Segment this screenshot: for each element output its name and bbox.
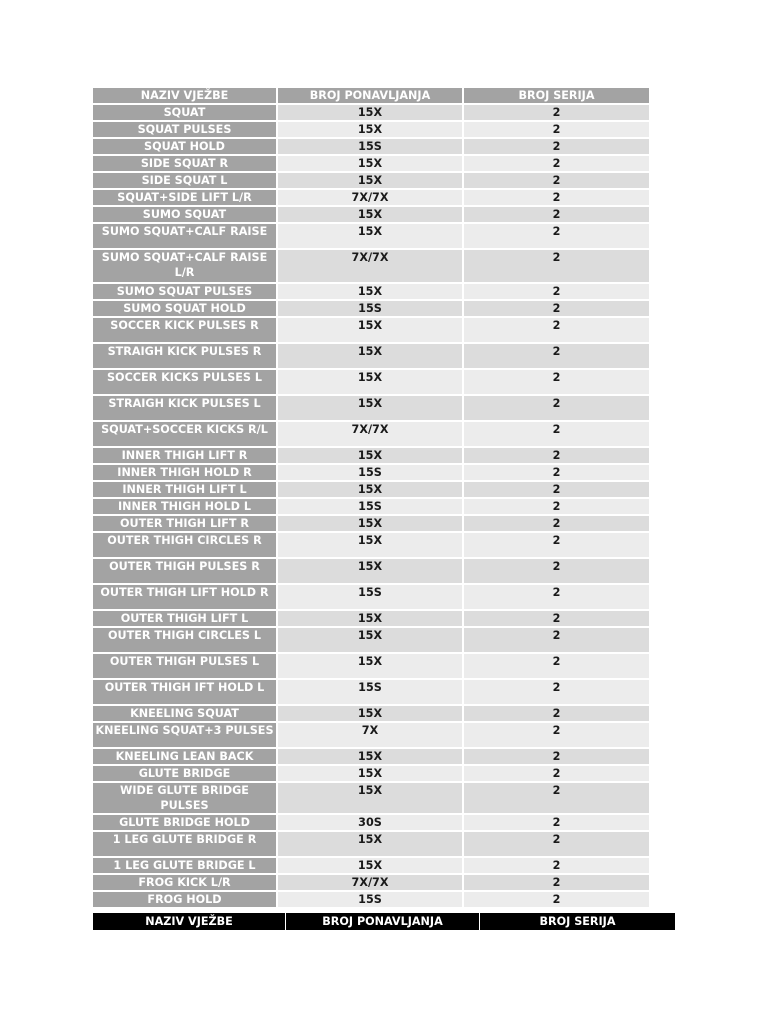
table-row	[93, 156, 651, 173]
sets-cell: 2	[464, 680, 651, 706]
exercise-name-cell: SIDE SQUAT L	[93, 173, 278, 190]
table-row	[93, 783, 651, 815]
exercise-name-cell: FROG HOLD	[93, 892, 278, 909]
sets-cell: 2	[464, 516, 651, 533]
sets-cell: 2	[464, 301, 651, 318]
sets-cell: 2	[464, 875, 651, 892]
table-row	[93, 139, 651, 156]
exercise-name-cell: INNER THIGH LIFT R	[93, 448, 278, 465]
sets-cell: 2	[464, 749, 651, 766]
repetitions-cell: 15X	[278, 654, 464, 680]
exercise-name-cell: SUMO SQUAT PULSES	[93, 284, 278, 301]
repetitions-cell: 15S	[278, 499, 464, 516]
repetitions-cell: 15X	[278, 318, 464, 344]
sets-cell: 2	[464, 559, 651, 585]
table-row	[93, 892, 651, 909]
exercise-name-cell: OUTER THIGH LIFT L	[93, 611, 278, 628]
footer-header-bar	[93, 913, 675, 930]
exercise-name-cell: INNER THIGH HOLD R	[93, 465, 278, 482]
exercise-name-cell: OUTER THIGH IFT HOLD L	[93, 680, 278, 706]
table-row	[93, 224, 651, 250]
table-row	[93, 344, 651, 370]
table-header-row	[93, 88, 651, 105]
repetitions-cell: 15X	[278, 783, 464, 815]
sets-cell: 2	[464, 723, 651, 749]
table-row	[93, 723, 651, 749]
exercise-name-cell: OUTER THIGH LIFT HOLD R	[93, 585, 278, 611]
repetitions-cell: 15S	[278, 465, 464, 482]
sets-cell: 2	[464, 318, 651, 344]
exercise-name-cell: SOCCER KICKS PULSES L	[93, 370, 278, 396]
exercise-name-cell: STRAIGH KICK PULSES R	[93, 344, 278, 370]
header-repetitions: BROJ PONAVLJANJA	[278, 88, 464, 105]
sets-cell: 2	[464, 422, 651, 448]
exercise-name-cell: INNER THIGH LIFT L	[93, 482, 278, 499]
repetitions-cell: 15X	[278, 207, 464, 224]
table-row	[93, 422, 651, 448]
exercise-name-cell: OUTER THIGH CIRCLES L	[93, 628, 278, 654]
sets-cell: 2	[464, 654, 651, 680]
table-row	[93, 706, 651, 723]
exercise-name-cell: 1 LEG GLUTE BRIDGE L	[93, 858, 278, 875]
repetitions-cell: 7X/7X	[278, 875, 464, 892]
exercise-name-cell: OUTER THIGH PULSES L	[93, 654, 278, 680]
table-row	[93, 122, 651, 139]
table-row	[93, 559, 651, 585]
exercise-name-cell: SIDE SQUAT R	[93, 156, 278, 173]
exercise-name-cell: INNER THIGH HOLD L	[93, 499, 278, 516]
table-row	[93, 680, 651, 706]
sets-cell: 2	[464, 766, 651, 783]
table-body	[93, 105, 651, 909]
table-row	[93, 766, 651, 783]
exercise-name-cell: SUMO SQUAT+CALF RAISE	[93, 224, 278, 250]
table-row	[93, 250, 651, 284]
repetitions-cell: 15X	[278, 533, 464, 559]
sets-cell: 2	[464, 706, 651, 723]
repetitions-cell: 15X	[278, 448, 464, 465]
repetitions-cell: 15X	[278, 344, 464, 370]
repetitions-cell: 15X	[278, 516, 464, 533]
sets-cell: 2	[464, 173, 651, 190]
sets-cell: 2	[464, 448, 651, 465]
table-row	[93, 611, 651, 628]
sets-cell: 2	[464, 156, 651, 173]
sets-cell: 2	[464, 207, 651, 224]
table-row	[93, 396, 651, 422]
repetitions-cell: 30S	[278, 815, 464, 832]
repetitions-cell: 15X	[278, 749, 464, 766]
repetitions-cell: 7X/7X	[278, 250, 464, 284]
table-row	[93, 533, 651, 559]
table-row	[93, 815, 651, 832]
table-row	[93, 482, 651, 499]
exercise-name-cell: SQUAT PULSES	[93, 122, 278, 139]
sets-cell: 2	[464, 533, 651, 559]
sets-cell: 2	[464, 482, 651, 499]
table-row	[93, 190, 651, 207]
table-row	[93, 585, 651, 611]
repetitions-cell: 7X/7X	[278, 422, 464, 448]
sets-cell: 2	[464, 250, 651, 284]
sets-cell: 2	[464, 499, 651, 516]
sets-cell: 2	[464, 815, 651, 832]
exercise-name-cell: OUTER THIGH LIFT R	[93, 516, 278, 533]
exercise-name-cell: SOCCER KICK PULSES R	[93, 318, 278, 344]
exercise-name-cell: KNEELING SQUAT	[93, 706, 278, 723]
exercise-name-cell: SUMO SQUAT HOLD	[93, 301, 278, 318]
sets-cell: 2	[464, 858, 651, 875]
repetitions-cell: 15X	[278, 173, 464, 190]
sets-cell: 2	[464, 628, 651, 654]
sets-cell: 2	[464, 105, 651, 122]
sets-cell: 2	[464, 344, 651, 370]
exercise-name-cell: WIDE GLUTE BRIDGE PULSES	[93, 783, 278, 815]
repetitions-cell: 15X	[278, 611, 464, 628]
repetitions-cell: 15X	[278, 370, 464, 396]
exercise-name-cell: SQUAT HOLD	[93, 139, 278, 156]
header-exercise-name: NAZIV VJEŽBE	[93, 88, 278, 105]
repetitions-cell: 15X	[278, 832, 464, 858]
table-row	[93, 173, 651, 190]
footer-repetitions: BROJ PONAVLJANJA	[286, 913, 480, 930]
repetitions-cell: 15X	[278, 766, 464, 783]
repetitions-cell: 15S	[278, 892, 464, 909]
exercise-name-cell: SQUAT+SOCCER KICKS R/L	[93, 422, 278, 448]
sets-cell: 2	[464, 892, 651, 909]
repetitions-cell: 15X	[278, 628, 464, 654]
table-row	[93, 499, 651, 516]
table-row	[93, 448, 651, 465]
repetitions-cell: 15X	[278, 858, 464, 875]
table-row	[93, 301, 651, 318]
sets-cell: 2	[464, 832, 651, 858]
sets-cell: 2	[464, 190, 651, 207]
exercise-name-cell: OUTER THIGH PULSES R	[93, 559, 278, 585]
repetitions-cell: 15X	[278, 396, 464, 422]
table-row	[93, 318, 651, 344]
exercise-name-cell: 1 LEG GLUTE BRIDGE R	[93, 832, 278, 858]
repetitions-cell: 7X/7X	[278, 190, 464, 207]
exercise-name-cell: KNEELING SQUAT+3 PULSES	[93, 723, 278, 749]
table-row	[93, 875, 651, 892]
sets-cell: 2	[464, 122, 651, 139]
table-row	[93, 832, 651, 858]
repetitions-cell: 15X	[278, 105, 464, 122]
repetitions-cell: 15S	[278, 585, 464, 611]
exercise-name-cell: SQUAT	[93, 105, 278, 122]
footer-sets: BROJ SERIJA	[480, 913, 675, 930]
exercise-name-cell: GLUTE BRIDGE HOLD	[93, 815, 278, 832]
exercise-name-cell: STRAIGH KICK PULSES L	[93, 396, 278, 422]
sets-cell: 2	[464, 396, 651, 422]
table-row	[93, 858, 651, 875]
repetitions-cell: 15X	[278, 284, 464, 301]
sets-cell: 2	[464, 611, 651, 628]
repetitions-cell: 7X	[278, 723, 464, 749]
sets-cell: 2	[464, 224, 651, 250]
sets-cell: 2	[464, 139, 651, 156]
repetitions-cell: 15X	[278, 122, 464, 139]
exercise-name-cell: KNEELING LEAN BACK	[93, 749, 278, 766]
header-sets: BROJ SERIJA	[464, 88, 651, 105]
table-row	[93, 105, 651, 122]
table-row	[93, 370, 651, 396]
exercise-name-cell: OUTER THIGH CIRCLES R	[93, 533, 278, 559]
repetitions-cell: 15S	[278, 139, 464, 156]
exercise-name-cell: FROG KICK L/R	[93, 875, 278, 892]
repetitions-cell: 15X	[278, 224, 464, 250]
repetitions-cell: 15S	[278, 680, 464, 706]
table-row	[93, 465, 651, 482]
repetitions-cell: 15X	[278, 559, 464, 585]
table-row	[93, 749, 651, 766]
exercise-name-cell: SUMO SQUAT+CALF RAISE L/R	[93, 250, 278, 284]
table-row	[93, 516, 651, 533]
exercise-table	[93, 88, 651, 909]
sets-cell: 2	[464, 585, 651, 611]
table-row	[93, 284, 651, 301]
sets-cell: 2	[464, 370, 651, 396]
exercise-name-cell: SUMO SQUAT	[93, 207, 278, 224]
table-row	[93, 207, 651, 224]
sets-cell: 2	[464, 465, 651, 482]
repetitions-cell: 15S	[278, 301, 464, 318]
repetitions-cell: 15X	[278, 482, 464, 499]
table-row	[93, 628, 651, 654]
table-row	[93, 654, 651, 680]
footer-exercise-name: NAZIV VJEŽBE	[93, 913, 286, 930]
footer-header-row	[93, 913, 675, 930]
repetitions-cell: 15X	[278, 706, 464, 723]
repetitions-cell: 15X	[278, 156, 464, 173]
sets-cell: 2	[464, 284, 651, 301]
exercise-name-cell: GLUTE BRIDGE	[93, 766, 278, 783]
sets-cell: 2	[464, 783, 651, 815]
exercise-name-cell: SQUAT+SIDE LIFT L/R	[93, 190, 278, 207]
